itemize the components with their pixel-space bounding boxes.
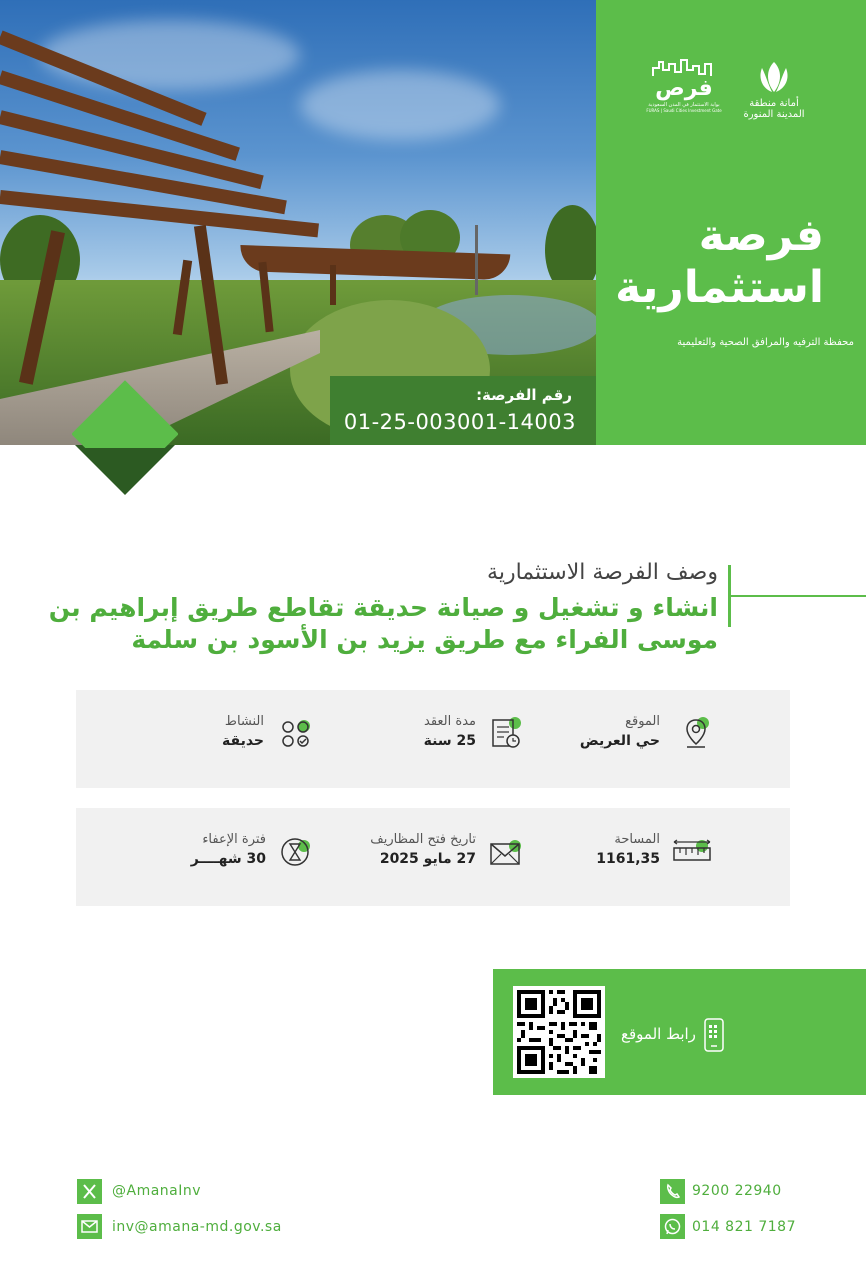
description-accent-line <box>731 595 866 597</box>
forsa-tagline-en: FURAS | Saudi Cities Investment Gate <box>646 108 722 113</box>
x-twitter-icon[interactable] <box>77 1179 102 1204</box>
forsa-tagline: بوابة الاستثمار في المدن السعودية <box>648 102 720 108</box>
amana-leaf-icon <box>756 60 792 94</box>
phone-icon[interactable] <box>660 1179 685 1204</box>
title-panel <box>596 0 866 445</box>
contract-document-icon <box>489 716 523 750</box>
location-value: حي العريض <box>579 733 660 749</box>
location-item <box>580 714 660 749</box>
hourglass-icon <box>278 834 312 868</box>
activity-icon <box>279 716 313 750</box>
site-link-panel[interactable] <box>493 969 866 1095</box>
city-skyline-icon <box>651 58 717 78</box>
area-item <box>596 832 660 867</box>
area-label: المساحة <box>614 832 660 847</box>
exemption-item <box>191 832 266 867</box>
activity-label: النشاط <box>224 714 264 729</box>
amana-logo-text: أمانة منطقة المدينة المنورة <box>743 98 805 120</box>
email-address[interactable]: inv@amana-md.gov.sa <box>112 1219 282 1235</box>
title-line-1: فرصة <box>698 210 824 261</box>
details-card-1 <box>76 690 790 788</box>
title-line-2: استثمارية <box>615 262 824 313</box>
whatsapp-number[interactable]: 014 821 7187 <box>692 1219 796 1235</box>
site-link-label[interactable]: رابط الموقع <box>621 1025 696 1043</box>
envelope-icon <box>488 834 522 868</box>
area-value: 1161,35 <box>596 851 660 867</box>
portfolio-subtitle: محفظة الترفيه والمرافق الصحية والتعليمية <box>677 337 854 348</box>
description-title: انشاء و تشغيل و صيانة حديقة تقاطع طريق إبراهيم بن موسى الفراء مع طريق يزيد بن الأسود بن سلمة <box>48 593 718 654</box>
details-card-2 <box>76 808 790 906</box>
decorative-diamond <box>72 378 178 448</box>
email-icon[interactable] <box>77 1214 102 1239</box>
exemption-value: 30 شهــــر <box>190 851 266 867</box>
phone-number[interactable]: 9200 22940 <box>692 1183 782 1199</box>
opportunity-number-label: رقم الفرصة: <box>476 386 572 404</box>
description-label: وصف الفرصة الاستثمارية <box>487 560 718 585</box>
activity-item <box>222 714 264 749</box>
opportunity-number: 01-25-003001-14003 <box>343 410 576 434</box>
twitter-handle[interactable]: @AmanaInv <box>112 1183 202 1199</box>
forsa-logo-text: فرص <box>655 76 713 101</box>
qr-code[interactable] <box>513 986 605 1078</box>
contract-item <box>424 714 476 749</box>
envelope-item <box>370 832 476 867</box>
activity-value: حديقة <box>222 733 264 749</box>
location-pin-icon <box>679 716 713 750</box>
decorative-triangle <box>75 445 175 495</box>
contract-label: مدة العقد <box>424 714 476 729</box>
envelope-value: 27 مايو 2025 <box>379 851 476 867</box>
location-label: الموقع <box>625 714 660 729</box>
opportunity-number-box <box>330 376 596 445</box>
contract-value: 25 سنة <box>423 733 476 749</box>
exemption-label: فترة الإعفاء <box>202 832 266 847</box>
whatsapp-icon[interactable] <box>660 1214 685 1239</box>
envelope-label: تاريخ فتح المظاريف <box>370 832 476 847</box>
ruler-icon <box>672 834 712 868</box>
forsa-logo <box>646 58 722 113</box>
amana-logo <box>734 60 814 120</box>
mobile-phone-icon <box>703 1017 725 1053</box>
qr-code-icon <box>513 986 605 1078</box>
